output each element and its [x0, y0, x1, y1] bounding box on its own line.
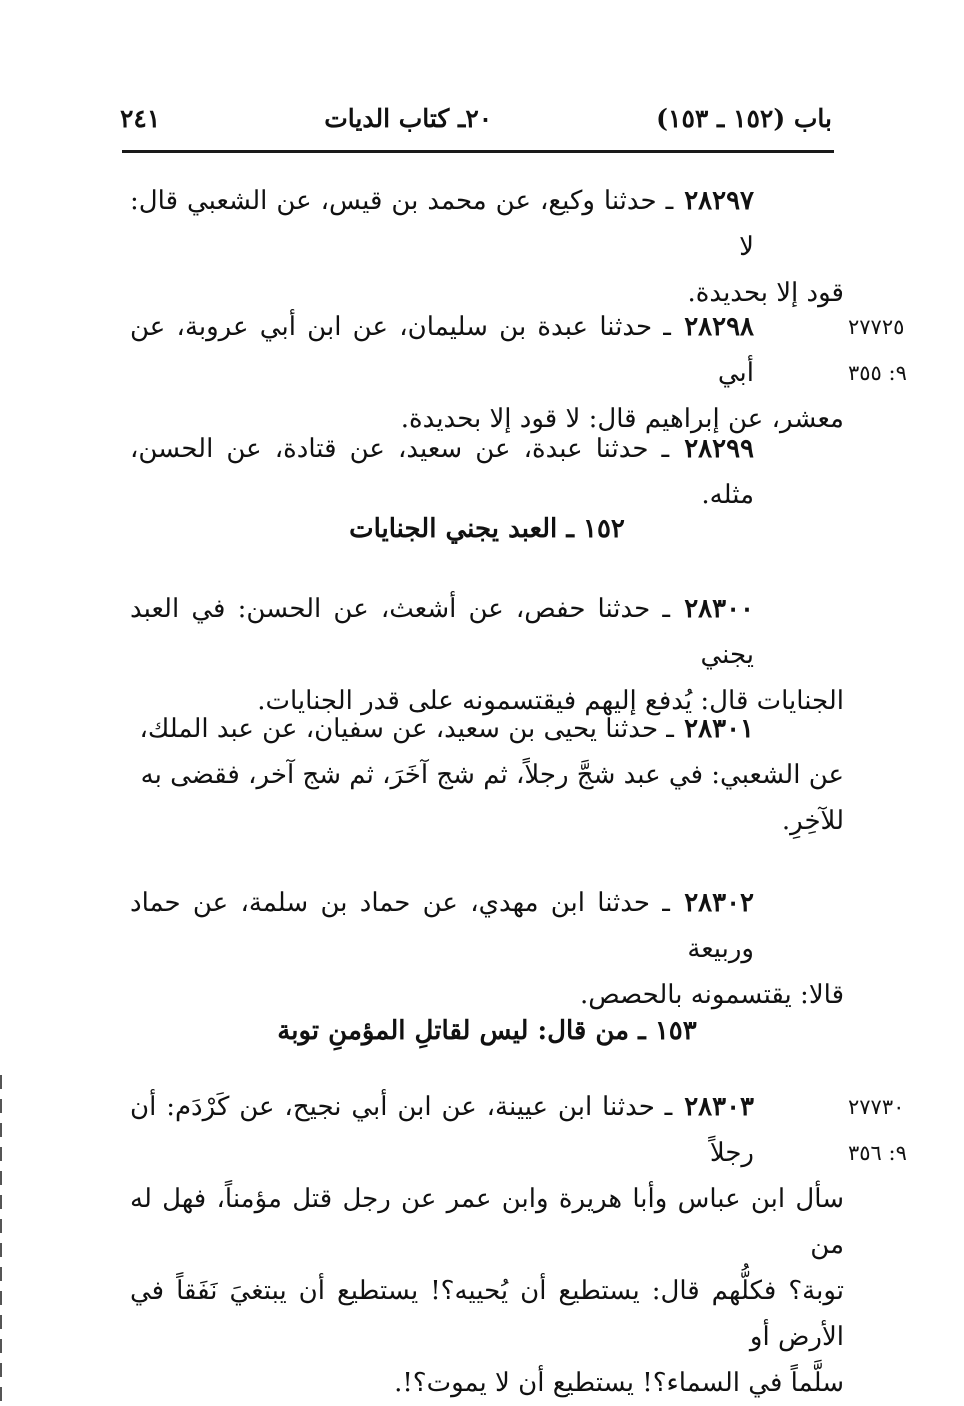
- hadith-entry-28299: [130, 426, 844, 518]
- margin-reference: ٢٧٧٢٥ ٩: ٣٥٥: [848, 315, 907, 385]
- entry-line: ـ حدثنا عبدة بن سليمان، عن ابن أبي عروبة، عن أبي: [130, 312, 754, 388]
- entry-line: ـ حدثنا يحيى بن سعيد، عن سفيان، عن عبد الملك،: [139, 714, 674, 744]
- entry-line: ـ حدثنا حفص، عن أشعث، عن الحسن: في العبد يجني: [130, 594, 754, 670]
- page-number: ٢٤١: [120, 103, 161, 133]
- entry-line: قالا: يقتسمونه بالحصص.: [579, 980, 844, 1010]
- chapter-heading-153: ١٥٣ ـ من قال: ليس لقاتلِ المؤمنِ توبة: [277, 1016, 697, 1046]
- hadith-entry-28303: [130, 1084, 844, 1406]
- entry-number: ٢٨٣٠٣: [684, 1092, 755, 1122]
- entry-line: سلَّماً في السماء؟! يستطيع أن لا يموت؟!.: [394, 1368, 844, 1398]
- hadith-entry-28298: [130, 304, 844, 442]
- entry-number: ٢٨٣٠٢: [684, 888, 755, 918]
- hadith-entry-28300: [130, 586, 844, 724]
- entry-line: توبة؟ فكلُّهم قال: يستطيع أن يُحييه؟! يستطيع أن يبتغيَ نَفَقاً في الأرض أو: [130, 1276, 844, 1352]
- entry-line: ـ حدثنا ابن مهدي، عن حماد بن سلمة، عن حماد وربيعة: [130, 888, 754, 964]
- entry-number: ٢٨٣٠١: [684, 714, 754, 744]
- entry-line: عن الشعبي: في عبد شجَّ رجلاً، ثم شج آخَرَ، ثم شج آخر، فقضى به: [140, 760, 844, 790]
- entry-line: الجنايات قال: يُدفع إليهم فيقتسمونه على قدر الجنايات.: [257, 686, 844, 716]
- entry-number: ٢٨٢٩٨: [684, 312, 755, 342]
- entry-line: ـ حدثنا وكيع، عن محمد بن قيس، عن الشعبي قال: لا: [130, 186, 754, 262]
- entry-line: معشر، عن إبراهيم قال: لا قود إلا بحديدة.: [400, 404, 844, 434]
- entry-line: للآخِرِ.: [781, 806, 844, 836]
- chapter-range: باب (١٥٢ ـ ١٥٣): [656, 103, 832, 133]
- header-divider: [122, 150, 834, 153]
- chapter-heading-152: ١٥٢ ـ العبد يجني الجنايات: [349, 514, 625, 544]
- entry-number: ٢٨٣٠٠: [684, 594, 755, 624]
- entry-line: قود إلا بحديدة.: [687, 278, 844, 308]
- running-header: [120, 96, 832, 140]
- scan-edge-mark: [0, 1075, 2, 1403]
- hadith-entry-28297: [130, 178, 844, 316]
- hadith-entry-28301: [130, 706, 844, 844]
- entry-number: ٢٨٢٩٧: [684, 186, 755, 216]
- hadith-entry-28302: [130, 880, 844, 1018]
- entry-line: ـ حدثنا ابن عيينة، عن ابن أبي نجيح، عن كَرْدَم: أن رجلاً: [130, 1092, 754, 1168]
- margin-reference: ٢٧٧٣٠ ٩: ٣٥٦: [848, 1095, 907, 1165]
- entry-line: سأل ابن عباس وأبا هريرة وابن عمر عن رجل قتل مؤمناً، فهل له من: [130, 1184, 844, 1260]
- book-title: ٢٠ـ كتاب الديات: [324, 103, 493, 133]
- entry-number: ٢٨٢٩٩: [684, 434, 755, 464]
- entry-line: ـ حدثنا عبدة، عن سعيد، عن قتادة، عن الحسن، مثله.: [130, 434, 754, 510]
